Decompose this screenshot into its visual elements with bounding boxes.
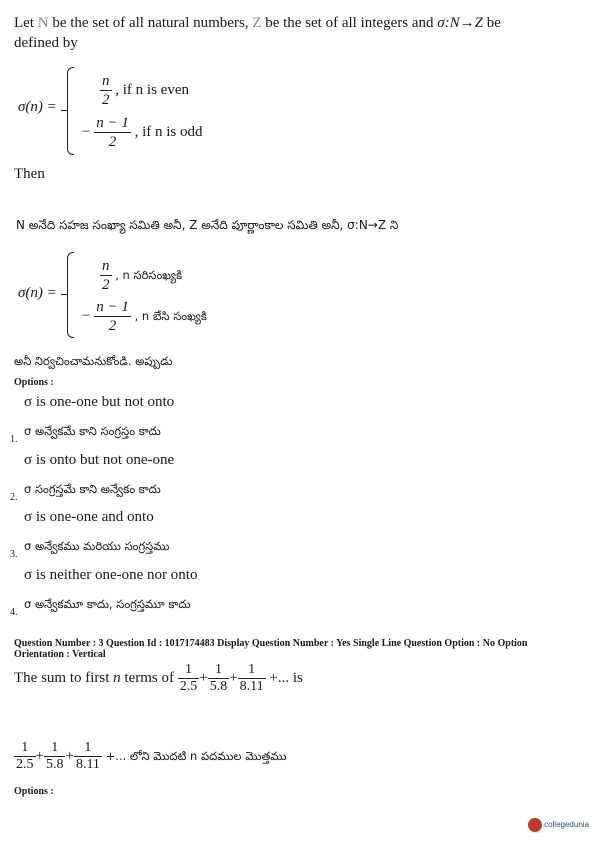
q2-intro-en-line2: defined by (14, 35, 78, 51)
q3-text-en (14, 662, 303, 695)
text: be the set of all natural numbers, (52, 15, 249, 31)
option-3-te[interactable]: σ అన్వేకము మరియు సంగ్రస్తము (24, 539, 170, 553)
case1-te (100, 257, 182, 294)
options-label: Options : (14, 377, 54, 388)
left-brace-te (67, 252, 74, 338)
denominator: 2 (94, 316, 131, 335)
case1-condition: , if n is even (115, 81, 189, 98)
logo-text: collegedunia (544, 820, 589, 830)
numerator: 1 (248, 662, 256, 677)
n-symbol: n (113, 669, 121, 686)
numerator: 1 (214, 662, 222, 677)
case1-condition-te: , n సరిసంఖ్యకి (115, 267, 183, 282)
option-1-number: 1. (10, 434, 18, 445)
denominator: 5.8 (209, 679, 228, 694)
fraction-2-te (44, 740, 66, 773)
denominator: 5.8 (45, 757, 64, 772)
option-1-en[interactable]: σ is one-one but not onto (24, 394, 175, 410)
denominator: 2.5 (16, 757, 34, 772)
fraction-3-te (74, 740, 102, 773)
tail-en: +... is (269, 669, 303, 686)
text: be (486, 15, 501, 31)
sigma-lhs-te: σ(n) = (18, 285, 57, 301)
option-2-number: 2. (10, 492, 18, 503)
q2-intro-te: N అనేది సహజ సంఖ్యా సమితి అనీ, Z అనేది పూర్ణాంకాల సమితి అనీ, σ:N→Z ని (16, 218, 399, 232)
text: terms of (124, 669, 174, 686)
option-4-te[interactable]: σ అన్వేకమూ కాదు, సంగ్రస్తమూ కాదు (24, 597, 191, 611)
then-en: Then (14, 166, 45, 182)
q2-intro-en (14, 14, 501, 32)
q3-header-line2: Orientation : Vertical (14, 649, 106, 660)
numerator: 1 (184, 662, 192, 677)
denominator: 2 (102, 92, 110, 108)
plus: + (199, 669, 208, 686)
numerator: 1 (51, 740, 59, 755)
denominator: 2 (94, 132, 131, 151)
minus-sign: − (82, 307, 91, 324)
sigma-lhs: σ(n) = (18, 99, 57, 115)
option-2-te[interactable]: σ సంగ్రస్తమే కాని అన్వేకం కాదు (24, 482, 161, 496)
case2 (82, 114, 203, 151)
fraction-1 (178, 662, 200, 695)
option-4-en[interactable]: σ is neither one-one nor onto (24, 567, 198, 583)
tail-te: +... లోని మొదటి n పదముల మొత్తము (105, 748, 287, 763)
numerator: n (102, 73, 110, 89)
option-3-number: 3. (10, 549, 18, 560)
then-te: అనీ నిర్వచించామనుకోండి. అప్పుడు (14, 354, 173, 368)
text: The sum to first (14, 669, 110, 686)
case2-fraction (94, 114, 131, 151)
case1-fraction (100, 72, 112, 109)
case2-fraction-te (94, 298, 131, 335)
plus: + (35, 747, 44, 764)
z-symbol: Z (252, 15, 262, 31)
n-symbol: N (37, 15, 49, 31)
case2-condition: , if n is odd (134, 123, 203, 140)
q3-text-te (14, 740, 286, 773)
brace-tip-te (61, 294, 67, 295)
option-3-en[interactable]: σ is one-one and onto (24, 509, 154, 525)
fraction-3 (238, 662, 266, 695)
text: be the set of all integers and (265, 15, 434, 31)
case2-condition-te: , n బేసి సంఖ్యకి (134, 308, 207, 323)
numerator: n (102, 258, 110, 274)
numerator: n − 1 (96, 115, 129, 131)
numerator: n − 1 (96, 299, 129, 315)
q3-options-label: Options : (14, 786, 54, 797)
case1 (100, 72, 189, 109)
option-1-te[interactable]: σ అన్వేకమే కాని సంగ్రస్తం కాదు (24, 424, 161, 438)
denominator: 2.5 (179, 679, 198, 694)
fraction-2 (208, 662, 230, 695)
q3-header-line1: Question Number : 3 Question Id : 1017174483 Display Question Number : Yes Single Line Question Option : No Option (14, 638, 528, 649)
fraction-1-te (14, 740, 36, 773)
brace-tip (61, 110, 67, 111)
sigma-map: σ:N→Z (437, 15, 483, 31)
denominator: 8.11 (75, 757, 100, 772)
plus: + (65, 747, 74, 764)
text: Let (14, 15, 34, 31)
option-2-en[interactable]: σ is onto but not one-one (24, 452, 175, 468)
numerator: 1 (21, 740, 29, 755)
denominator: 2 (102, 277, 110, 293)
minus-sign: − (82, 123, 91, 140)
case2-te (82, 298, 207, 335)
logo-icon (528, 818, 542, 832)
case1-fraction-te (100, 257, 112, 294)
numerator: 1 (84, 740, 92, 755)
denominator: 8.11 (239, 679, 264, 694)
option-4-number: 4. (10, 607, 18, 618)
plus: + (229, 669, 238, 686)
left-brace (67, 67, 74, 155)
collegedunia-logo (528, 818, 589, 832)
